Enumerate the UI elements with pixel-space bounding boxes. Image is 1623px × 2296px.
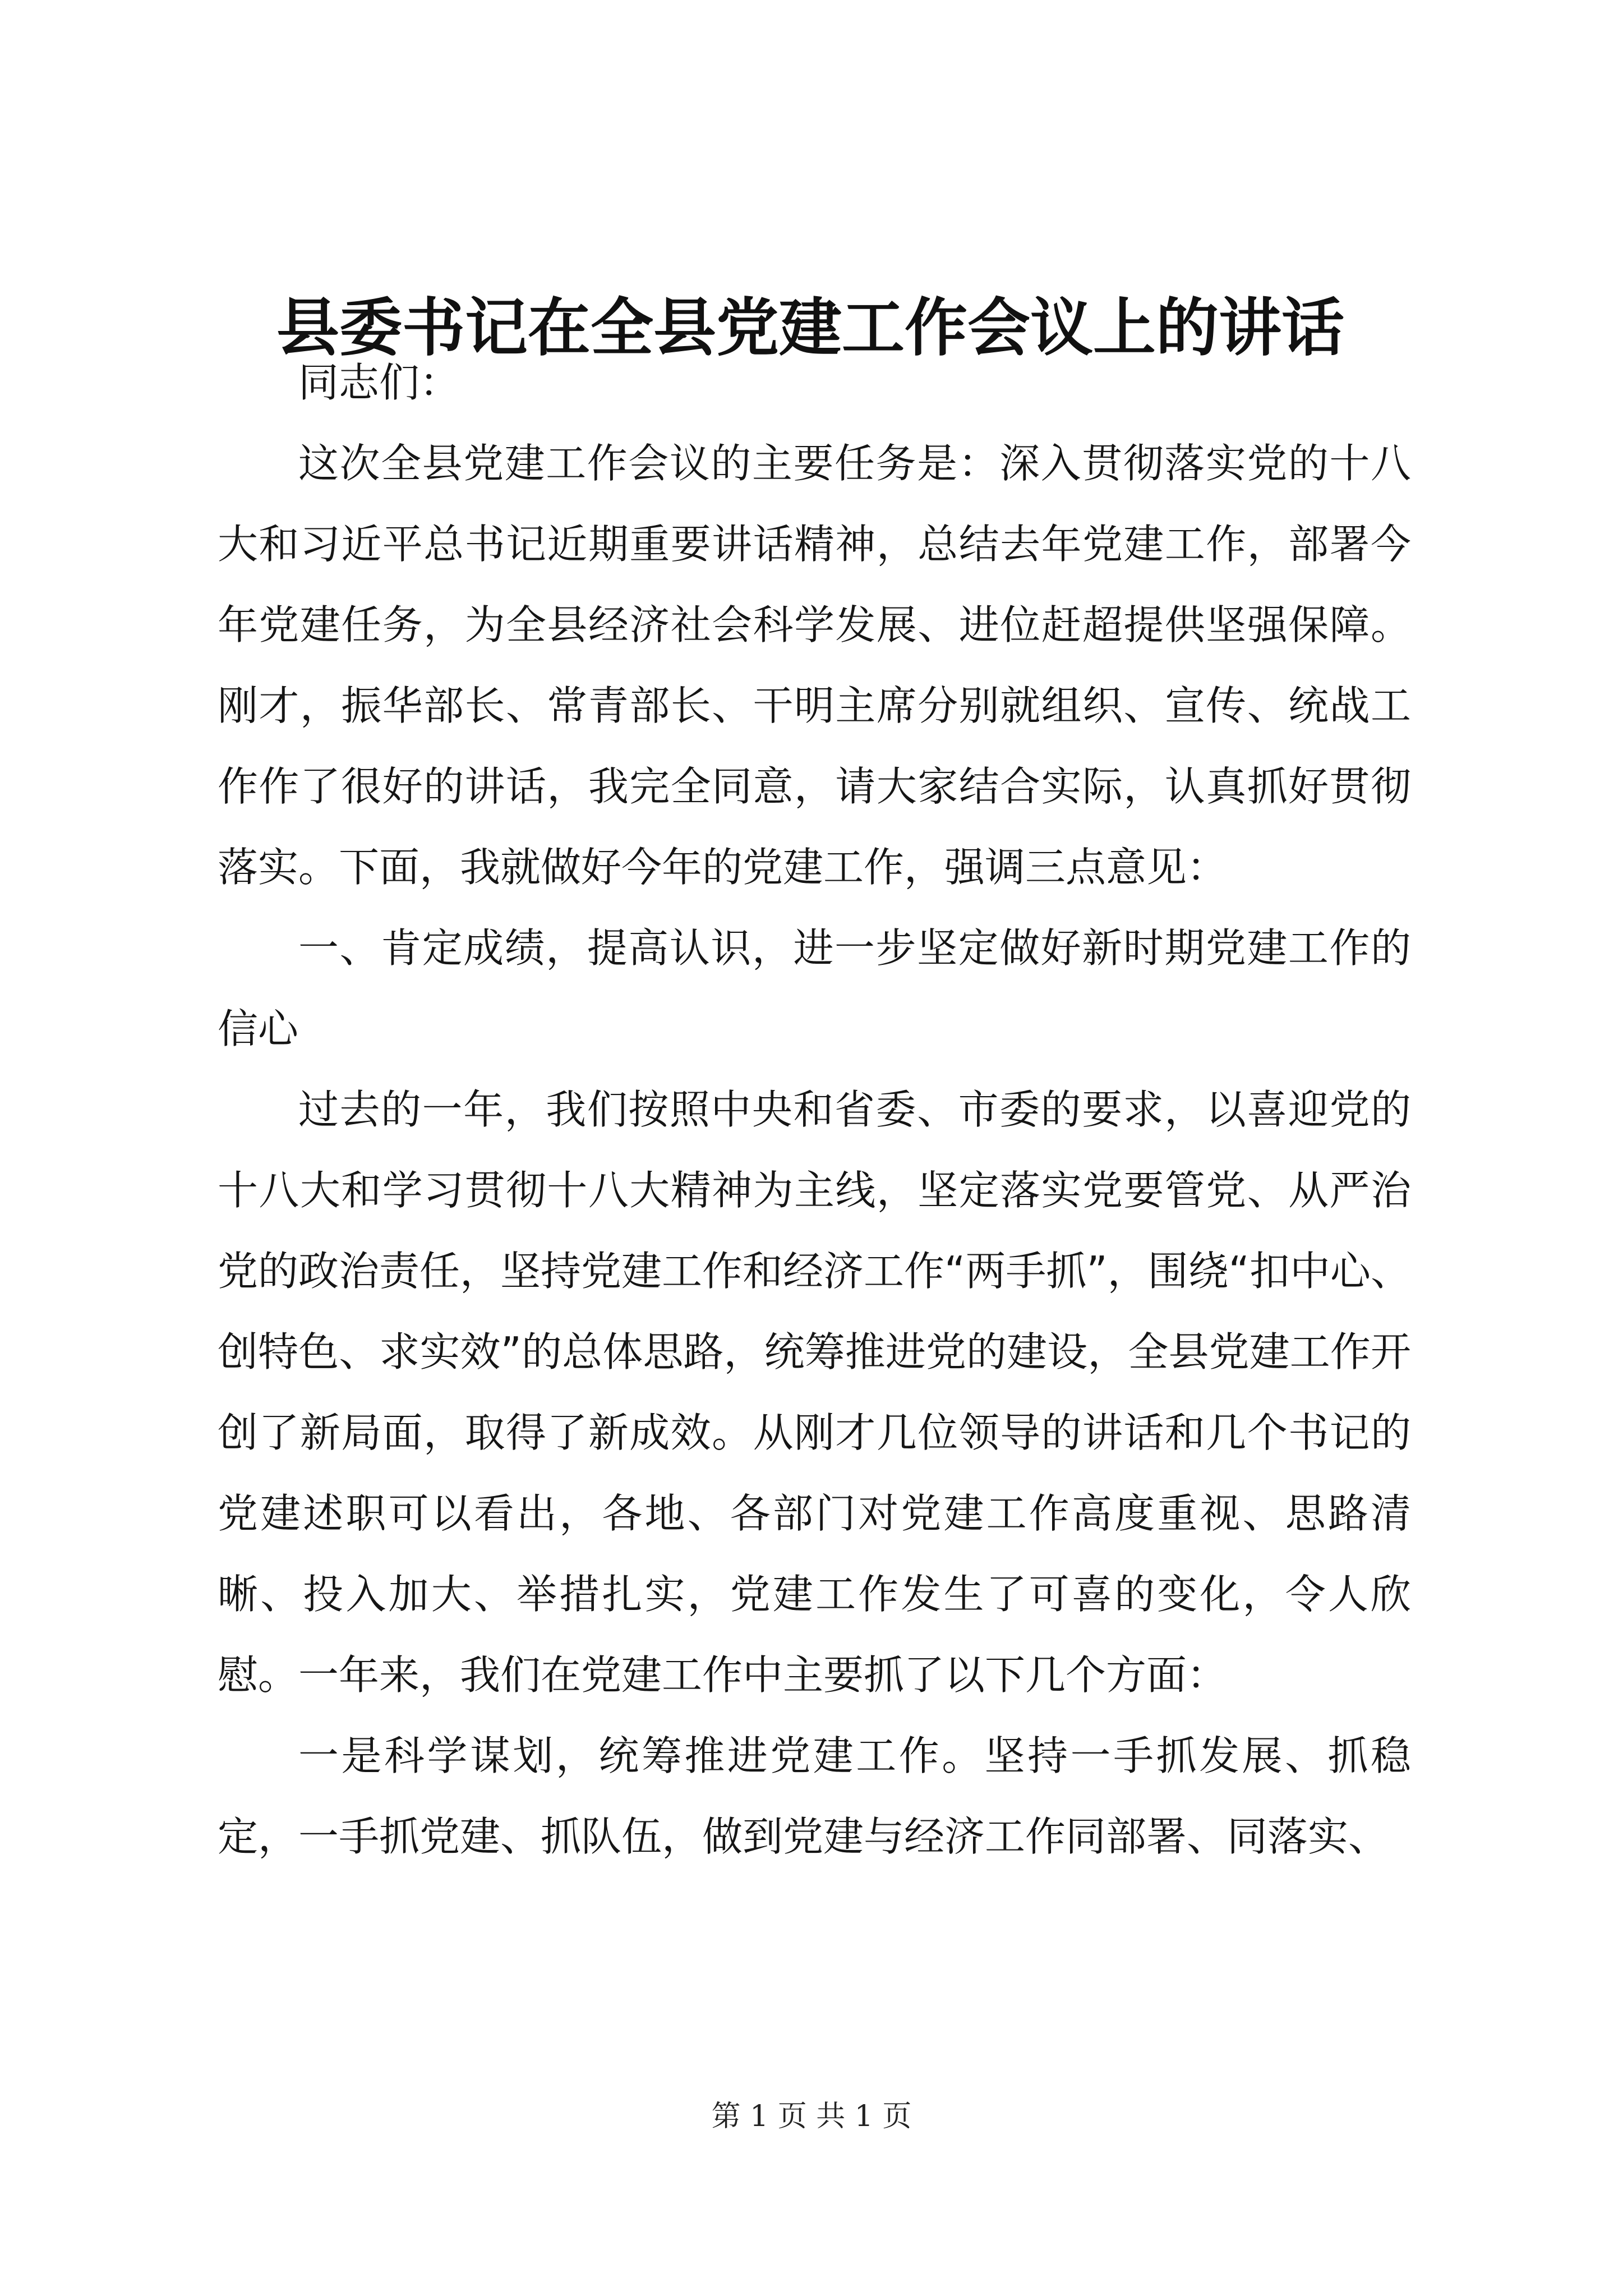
salutation-paragraph: 同志们： <box>298 359 460 406</box>
achievements-paragraph: 过去的一年，我们按照中央和省委、市委的要求，以喜迎党的十八大和学习贯彻十八大精神为主线，坚定落实党要管党、从严治党的政治责任，坚持党建工作和经济工作“两手抓”，围绕“扣中心、创特色、求实效”的总体思路，统筹推进党的建设，全县党建工作开创了新局面，取得了新成效。从刚才几位领导的讲话和几个书记的党建述职可以看出，各地、各部门对党建工作高度重视、思路清晰、投入加大、举措扎实，党建工作发生了可喜的变化，令人欣慰。一年来，我们在党建工作中主要抓了以下几个方面： <box>218 1086 1411 1699</box>
document-body <box>218 342 1411 1877</box>
page-footer: 第 1 页 共 1 页 <box>711 2100 912 2133</box>
point-1-paragraph: 一是科学谋划，统筹推进党建工作。坚持一手抓发展、抓稳定，一手抓党建、抓队伍，做到党建与经济工作同部署、同落实、 <box>218 1732 1411 1860</box>
document-title: 县委书记在全县党建工作会议上的讲话 <box>276 291 1344 365</box>
section-heading-1: 一、肯定成绩，提高认识，进一步坚定做好新时期党建工作的信心 <box>218 924 1411 1052</box>
intro-paragraph: 这次全县党建工作会议的主要任务是：深入贯彻落实党的十八大和习近平总书记近期重要讲话精神，总结去年党建工作，部署今年党建任务，为全县经济社会科学发展、进位赶超提供坚强保障。刚才，振华部长、常青部长、干明主席分别就组织、宣传、统战工作作了很好的讲话，我完全同意，请大家结合实际，认真抓好贯彻落实。下面，我就做好今年的党建工作，强调三点意见： <box>218 440 1411 891</box>
